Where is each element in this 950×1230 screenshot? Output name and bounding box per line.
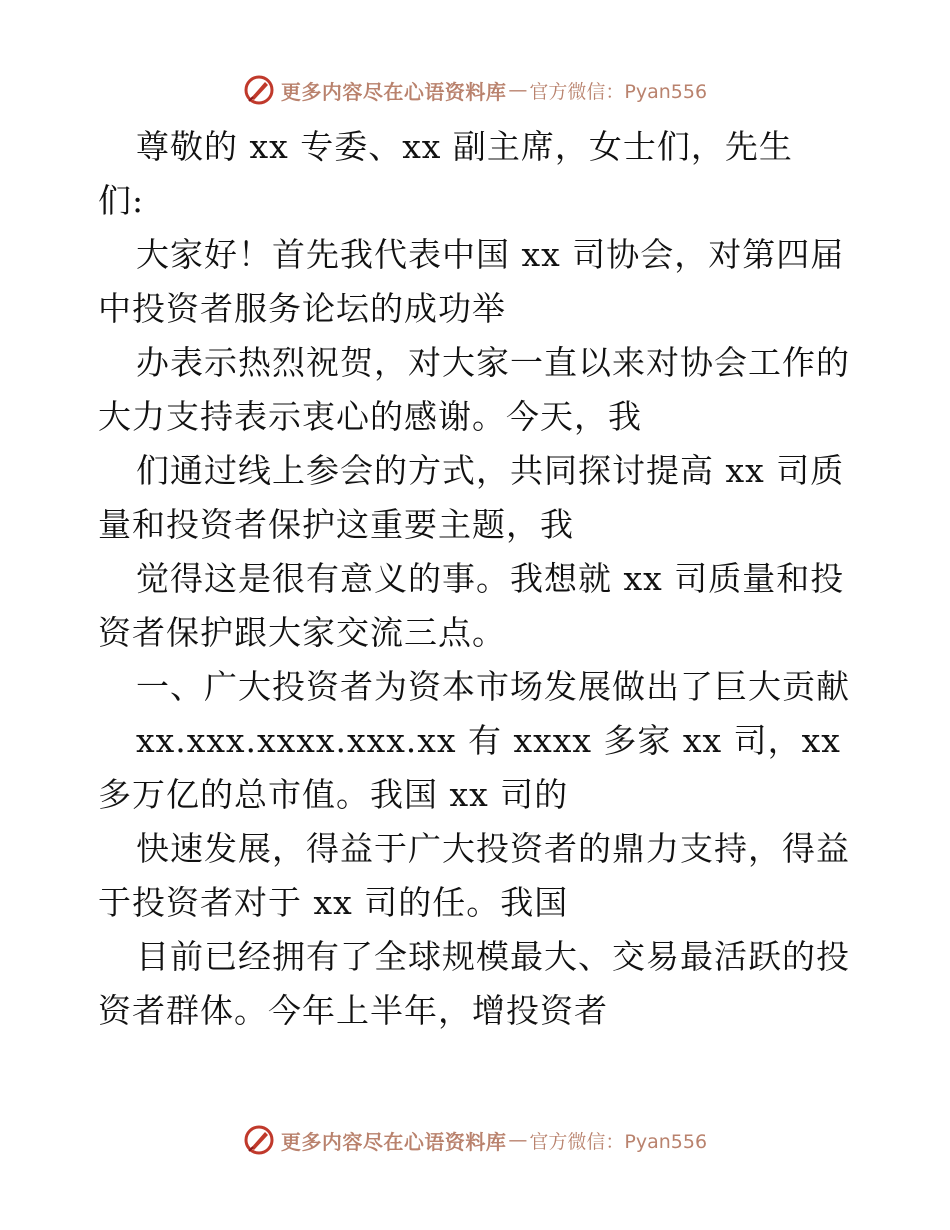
header-banner — [0, 72, 950, 108]
text-line: xx.xxx.xxxx.xxx.xx 有 xxxx 多家 xx 司，xx — [136, 721, 841, 760]
text-line: 们通过线上参会的方式，共同探讨提高 xx 司质 — [136, 451, 845, 490]
text-line: 目前已经拥有了全球规模最大、交易最活跃的投 — [136, 937, 850, 976]
text-line: 办表示热烈祝贺，对大家一直以来对协会工作的 — [136, 343, 850, 382]
footer-banner — [0, 1122, 950, 1158]
text-line: 量和投资者保护这重要主题，我 — [98, 505, 574, 544]
banner-wechat: 官方微信：Pyan556 — [529, 1130, 708, 1153]
text-line: 大家好！首先我代表中国 xx 司协会，对第四届 — [136, 235, 845, 274]
text-line: 多万亿的总市值。我国 xx 司的 — [98, 775, 569, 814]
document-body — [98, 120, 858, 1038]
banner-text: 更多内容尽在心语资料库 — [280, 79, 507, 104]
banner-separator: — — [508, 79, 528, 101]
section-heading: 一、广大投资者为资本市场发展做出了巨大贡献 — [136, 667, 850, 706]
banner-text: 更多内容尽在心语资料库 — [280, 1129, 507, 1154]
text-line: 快速发展，得益于广大投资者的鼎力支持，得益 — [136, 829, 850, 868]
text-line: 资者群体。今年上半年，增投资者 — [98, 991, 608, 1030]
banner-separator: — — [508, 1129, 528, 1151]
text-line: 于投资者对于 xx 司的任。我国 — [98, 883, 569, 922]
text-line: 大力支持表示衷心的感谢。今天，我 — [98, 397, 642, 436]
banner-wechat: 官方微信：Pyan556 — [529, 80, 708, 103]
text-line: 资者保护跟大家交流三点。 — [98, 613, 506, 652]
quill-logo-icon — [243, 74, 275, 106]
text-line: 们: — [98, 181, 145, 220]
text-line: 中投资者服务论坛的成功举 — [98, 289, 506, 328]
text-line: 觉得这是很有意义的事。我想就 xx 司质量和投 — [136, 559, 845, 598]
text-line: 尊敬的 xx 专委、xx 副主席，女士们，先生 — [136, 127, 793, 166]
quill-logo-icon — [243, 1124, 275, 1156]
